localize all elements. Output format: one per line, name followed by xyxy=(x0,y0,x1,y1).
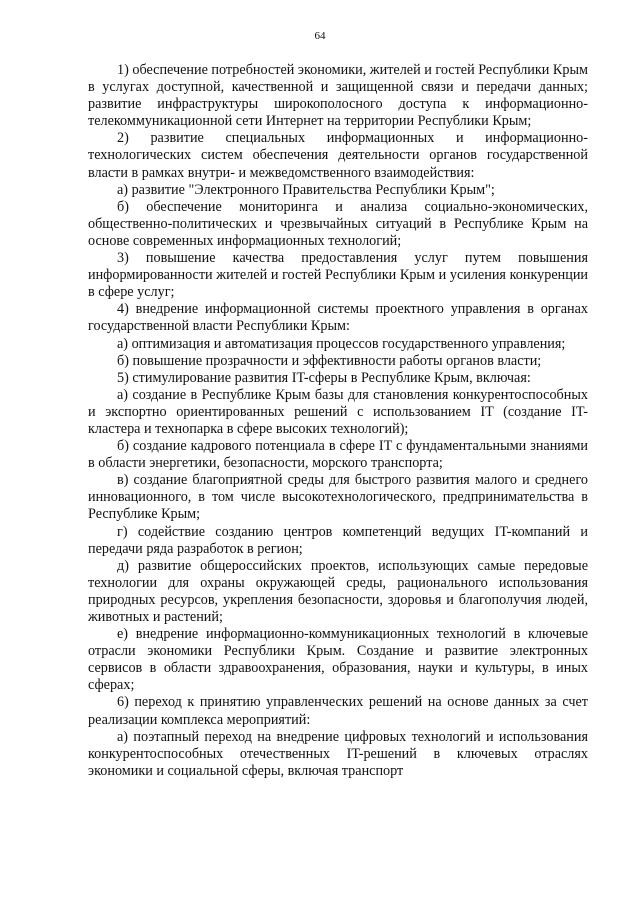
paragraph: в) создание благоприятной среды для быстрого развития малого и среднего инновационного, в том числе высокотехнологического, предпринимательства в Республике Крым; xyxy=(88,472,588,523)
paragraph: 3) повышение качества предоставления услуг путем повышения информированности жителей и гостей Республики Крым и усиления конкуренции в сфере услуг; xyxy=(88,250,588,301)
page-number: 64 xyxy=(314,30,326,42)
paragraph: б) создание кадрового потенциала в сфере IT с фундаментальными знаниями в области энергетики, безопасности, морского транспорта; xyxy=(88,438,588,472)
paragraph: е) внедрение информационно-коммуникационных технологий в ключевые отрасли экономики Республики Крым. Создание и развитие электронных сервисов в области здравоохранения, образования, науки и культуры, в иных сферах; xyxy=(88,626,588,694)
paragraph: г) содействие созданию центров компетенций ведущих IT-компаний и передачи ряда разработок в регион; xyxy=(88,523,588,557)
document-body xyxy=(88,62,588,780)
paragraph: а) оптимизация и автоматизация процессов государственного управления; xyxy=(117,335,566,352)
paragraph: б) повышение прозрачности и эффективности работы органов власти; xyxy=(117,352,542,369)
paragraph: 4) внедрение информационной системы проектного управления в органах государственной власти Республики Крым: xyxy=(88,301,588,335)
paragraph: 1) обеспечение потребностей экономики, жителей и гостей Республики Крым в услугах доступной, качественной и защищенной связи и передачи данных; развитие инфраструктуры широкополосного доступа к информационно-телекоммуникационной сети Интернет на территории Республики Крым; xyxy=(88,62,588,130)
paragraph: д) развитие общероссийских проектов, использующих самые передовые технологии для охраны окружающей среды, рационального использования природных ресурсов, укрепления безопасности, здоровья и благополучия людей, животных и растений; xyxy=(88,557,588,625)
paragraph: 2) развитие специальных информационных и информационно-технологических систем обеспечения деятельности органов государственной власти в рамках внутри- и межведомственного взаимодействия: xyxy=(88,130,588,181)
paragraph: б) обеспечение мониторинга и анализа социально-экономических, общественно-политических и чрезвычайных ситуаций в Республике Крым на основе современных информационных технологий; xyxy=(88,198,588,249)
paragraph: 5) стимулирование развития IT-сферы в Республике Крым, включая: xyxy=(117,369,531,386)
paragraph: а) создание в Республике Крым базы для становления конкурентоспособных и экспортно ориентированных решений с использованием IT (создание IT-кластера и технопарка в сфере высоких технологий); xyxy=(88,386,588,437)
paragraph: а) развитие "Электронного Правительства Республики Крым"; xyxy=(117,181,495,198)
paragraph: 6) переход к принятию управленческих решений на основе данных за счет реализации комплекса мероприятий: xyxy=(88,694,588,728)
paragraph: а) поэтапный переход на внедрение цифровых технологий и использования конкурентоспособных отечественных IT-решений в ключевых отраслях экономики и социальной сферы, включая транспорт xyxy=(88,728,588,779)
